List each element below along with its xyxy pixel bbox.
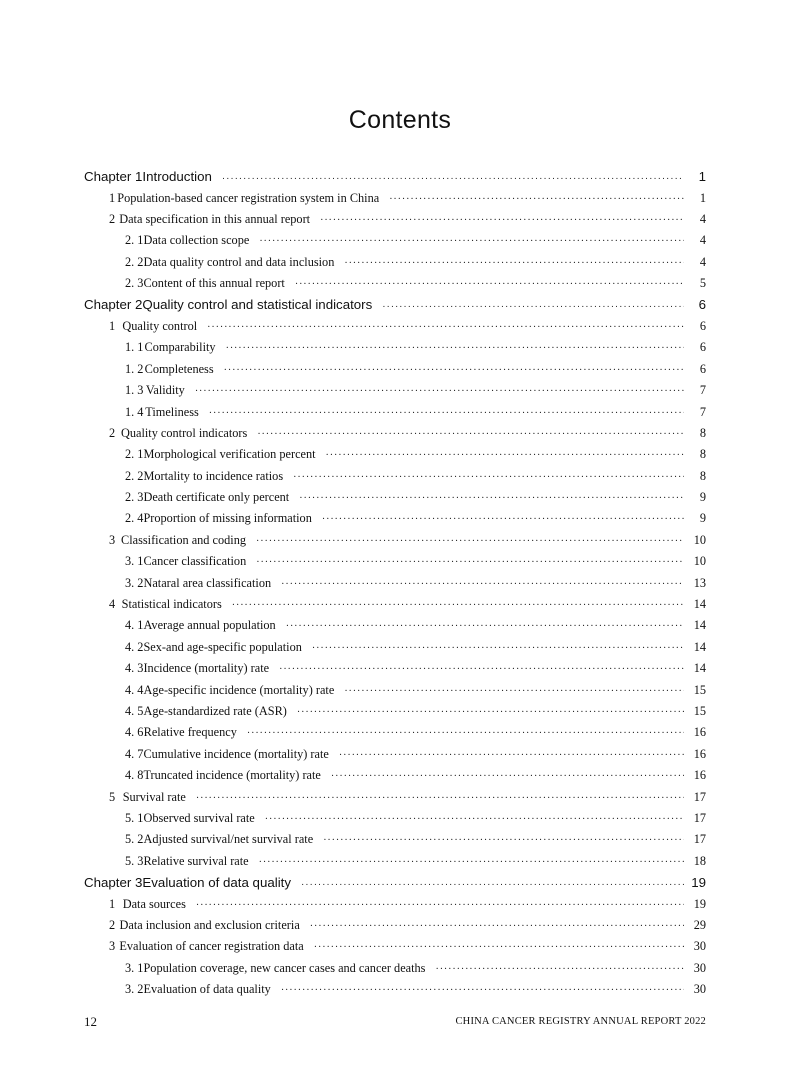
toc-entry-page: 14 <box>693 597 706 612</box>
toc-entry-title: Data collection scope <box>143 233 250 248</box>
toc-entry-page: 19 <box>691 875 706 891</box>
toc-subsection-entry[interactable] <box>84 402 706 423</box>
toc-entry-title: Timeliness <box>145 404 199 419</box>
toc-subsection-entry[interactable] <box>84 380 706 401</box>
toc-entry-page: 19 <box>693 896 706 911</box>
toc-entry-page: 4 <box>699 254 706 269</box>
toc-entry-title: Data inclusion and exclusion criteria <box>119 918 300 932</box>
dot-leader <box>286 616 684 637</box>
dot-leader <box>331 766 684 787</box>
toc-entry-title: Nataral area classification <box>143 575 272 590</box>
toc-subsection-entry[interactable] <box>84 230 706 251</box>
toc-entry-page: 17 <box>693 810 706 825</box>
toc-entry-number: 2. 1 <box>125 233 144 248</box>
toc-entry-title: Sex-and age-specific population <box>143 639 302 654</box>
toc-entry-page: 10 <box>693 532 706 547</box>
toc-entry-title: Population coverage, new cancer cases and cancer deaths <box>143 960 426 975</box>
toc-subsection-entry[interactable] <box>84 551 706 572</box>
toc-entry-number: 5. 2 <box>125 832 144 847</box>
toc-chapter-entry[interactable] <box>84 294 706 316</box>
toc-entry-number: 4. 8 <box>125 768 144 783</box>
dot-leader <box>247 723 684 744</box>
toc-entry-number: 3. 1 <box>125 554 144 569</box>
toc-subsection-entry[interactable] <box>84 680 706 701</box>
toc-entry-page: 13 <box>693 575 706 590</box>
toc-entry-number: 2 <box>109 918 116 932</box>
toc-section-entry[interactable] <box>84 530 706 551</box>
toc-entry-title: Quality control indicators <box>120 425 248 440</box>
dot-leader <box>344 681 684 702</box>
toc-entry-number: 2 <box>109 211 116 226</box>
toc-section-entry[interactable] <box>84 915 706 936</box>
toc-subsection-entry[interactable] <box>84 573 706 594</box>
toc-subsection-entry[interactable] <box>84 765 706 786</box>
dot-leader <box>323 830 684 851</box>
toc-entry-number: 4. 2 <box>125 639 144 654</box>
toc-entry-number: 1. 2 <box>125 361 144 376</box>
dot-leader <box>297 702 684 723</box>
toc-entry-page: 17 <box>693 832 706 847</box>
dot-leader <box>322 509 684 530</box>
toc-entry-title: Statistical indicators <box>121 597 222 612</box>
toc-section-entry[interactable] <box>84 188 706 209</box>
dot-leader <box>256 552 684 573</box>
toc-entry-number: 1 <box>109 318 116 333</box>
toc-chapter-entry[interactable] <box>84 872 706 894</box>
toc-entry-title: Quality control <box>122 318 198 333</box>
dot-leader <box>326 445 684 466</box>
toc-entry-number: 4. 6 <box>125 725 144 740</box>
toc-entry-title: Evaluation of cancer registration data <box>119 939 304 954</box>
dot-leader <box>224 360 684 381</box>
toc-subsection-entry[interactable] <box>84 359 706 380</box>
toc-entry-title: Death certificate only percent <box>143 490 290 505</box>
toc-entry-number: 5 <box>109 789 116 804</box>
toc-entry-number: 4. 7 <box>125 746 144 761</box>
toc-entry-title: Cumulative incidence (mortality) rate <box>143 746 329 761</box>
toc-entry-page: 16 <box>693 746 706 761</box>
toc-subsection-entry[interactable] <box>84 722 706 743</box>
toc-entry-number: 2. 1 <box>125 447 144 462</box>
dot-leader <box>295 274 684 295</box>
toc-section-entry[interactable] <box>84 936 706 957</box>
dot-leader <box>299 488 684 509</box>
toc-chapter-entry[interactable] <box>84 166 706 188</box>
toc-entry-number: 2 <box>109 425 116 440</box>
dot-leader <box>435 959 684 980</box>
toc-entry-number: 1 <box>109 190 116 205</box>
toc-section-entry[interactable] <box>84 209 706 230</box>
toc-entry-title: Introduction <box>142 169 212 184</box>
toc-entry-page: 10 <box>693 554 706 569</box>
toc-entry-title: Content of this annual report <box>143 276 285 291</box>
toc-entry-number: 5. 3 <box>125 853 144 868</box>
toc-subsection-entry[interactable] <box>84 851 706 872</box>
toc-subsection-entry[interactable] <box>84 637 706 658</box>
toc-subsection-entry[interactable] <box>84 444 706 465</box>
dot-leader <box>281 574 684 595</box>
toc-subsection-entry[interactable] <box>84 252 706 273</box>
toc-subsection-entry[interactable] <box>84 466 706 487</box>
toc-entry-page: 18 <box>693 853 706 868</box>
toc-subsection-entry[interactable] <box>84 744 706 765</box>
toc-entry-number: 5. 1 <box>125 810 144 825</box>
toc-subsection-entry[interactable] <box>84 829 706 850</box>
toc-entry-number: 1. 3 <box>125 383 144 398</box>
toc-entry-page: 1 <box>698 169 706 184</box>
toc-entry-page: 7 <box>699 404 706 419</box>
toc-entry-page: 4 <box>699 233 706 248</box>
toc-entry-page: 14 <box>693 661 706 676</box>
toc-entry-page: 6 <box>698 297 706 313</box>
toc-subsection-entry[interactable] <box>84 273 706 294</box>
toc-entry-title: Data specification in this annual report <box>119 211 311 226</box>
toc-subsection-entry[interactable] <box>84 958 706 979</box>
toc-entry-page: 6 <box>699 318 706 333</box>
toc-entry-page: 14 <box>693 639 706 654</box>
toc-entry-number: 4. 4 <box>125 682 144 697</box>
dot-leader <box>196 895 684 916</box>
toc-entry-number: 2. 3 <box>125 490 144 505</box>
toc-entry-page: 7 <box>699 383 706 398</box>
dot-leader <box>293 467 684 488</box>
toc-entry-number: 3. 2 <box>125 575 144 590</box>
toc-entry-title: Comparability <box>144 340 216 355</box>
dot-leader <box>265 809 684 830</box>
dot-leader <box>312 638 684 659</box>
toc-section-entry[interactable] <box>84 894 706 915</box>
table-of-contents <box>84 166 706 1001</box>
toc-entry-title: Observed survival rate <box>143 810 255 825</box>
toc-entry-title: Cancer classification <box>143 554 247 569</box>
dot-leader <box>281 980 684 1001</box>
toc-entry-number: 4. 3 <box>125 661 144 676</box>
toc-entry-page: 17 <box>693 789 706 804</box>
toc-entry-page: 30 <box>693 960 706 975</box>
toc-entry-title: Relative frequency <box>143 725 237 740</box>
toc-entry-page: 30 <box>693 982 706 997</box>
toc-entry-page: 1 <box>699 190 706 205</box>
toc-entry-number: 1. 4 <box>125 404 144 419</box>
toc-entry-number: 4. 1 <box>125 618 144 633</box>
toc-entry-page: 6 <box>699 361 706 376</box>
toc-entry-page: 8 <box>699 447 706 462</box>
toc-section-entry[interactable] <box>84 594 706 615</box>
toc-subsection-entry[interactable] <box>84 808 706 829</box>
toc-subsection-entry[interactable] <box>84 658 706 679</box>
toc-subsection-entry[interactable] <box>84 508 706 529</box>
toc-entry-page: 15 <box>693 703 706 718</box>
dot-leader <box>195 381 684 402</box>
toc-entry-title: Classification and coding <box>121 532 246 547</box>
toc-entry-title: Data quality control and data inclusion <box>143 254 335 269</box>
dot-leader <box>209 403 684 424</box>
toc-section-entry[interactable] <box>84 316 706 337</box>
toc-section-entry[interactable] <box>84 787 706 808</box>
toc-entry-number: 2. 3 <box>125 276 144 291</box>
toc-entry-number: 3 <box>109 532 116 547</box>
toc-subsection-entry[interactable] <box>84 615 706 636</box>
toc-entry-number: 2. 2 <box>125 468 144 483</box>
toc-entry-title: Truncated incidence (mortality) rate <box>143 768 321 783</box>
toc-subsection-entry[interactable] <box>84 701 706 722</box>
toc-entry-title: Completeness <box>144 361 214 376</box>
dot-leader <box>339 745 684 766</box>
dot-leader <box>344 253 684 274</box>
toc-entry-title: Adjusted survival/net survival rate <box>143 832 314 847</box>
toc-entry-page: 9 <box>699 511 706 526</box>
running-title: CHINA CANCER REGISTRY ANNUAL REPORT 2022 <box>455 1016 706 1027</box>
toc-entry-title: Age-specific incidence (mortality) rate <box>143 682 335 697</box>
dot-leader <box>279 659 684 680</box>
toc-entry-title: Average annual population <box>143 618 276 633</box>
toc-entry-title: Quality control and statistical indicators <box>142 297 373 313</box>
toc-entry-title: Morphological verification percent <box>143 447 316 462</box>
dot-leader <box>259 231 684 252</box>
dot-leader <box>196 788 684 809</box>
dot-leader <box>259 852 684 873</box>
toc-entry-page: 9 <box>699 490 706 505</box>
toc-section-entry[interactable] <box>84 423 706 444</box>
toc-entry-page: 5 <box>699 276 706 291</box>
toc-subsection-entry[interactable] <box>84 487 706 508</box>
toc-entry-page: 6 <box>699 340 706 355</box>
dot-leader <box>382 296 684 317</box>
page-number: 12 <box>84 1014 97 1029</box>
dot-leader <box>320 210 684 231</box>
toc-entry-title: Population-based cancer registration system in China <box>117 190 380 205</box>
toc-entry-number: 4. 5 <box>125 703 144 718</box>
toc-entry-page: 8 <box>699 468 706 483</box>
dot-leader <box>310 916 684 937</box>
toc-entry-number: 4 <box>109 597 116 612</box>
dot-leader <box>257 424 684 445</box>
dot-leader <box>232 595 684 616</box>
dot-leader <box>226 338 684 359</box>
toc-entry-page: 15 <box>693 682 706 697</box>
toc-entry-title: Incidence (mortality) rate <box>143 661 270 676</box>
dot-leader <box>389 189 684 210</box>
toc-entry-title: Data sources <box>122 896 186 911</box>
dot-leader <box>314 937 684 958</box>
dot-leader <box>222 168 684 189</box>
toc-entry-number: 1 <box>109 896 116 911</box>
page-title: Contents <box>348 106 452 134</box>
toc-entry-number: 3. 2 <box>125 982 144 997</box>
toc-entry-number: 1. 1 <box>125 340 144 355</box>
toc-entry-page: 16 <box>693 725 706 740</box>
toc-entry-page: 14 <box>693 618 706 633</box>
toc-entry-number: 3 <box>109 939 116 954</box>
dot-leader <box>207 317 684 338</box>
toc-entry-page: 4 <box>699 211 706 226</box>
toc-entry-page: 29 <box>693 918 706 932</box>
toc-entry-title: Evaluation of data quality <box>143 982 271 997</box>
toc-entry-title: Evaluation of data quality <box>142 875 291 891</box>
toc-entry-title: Relative survival rate <box>143 853 249 868</box>
toc-entry-title: Survival rate <box>122 789 186 804</box>
toc-subsection-entry[interactable] <box>84 979 706 1000</box>
toc-entry-number: Chapter 3 <box>84 875 143 891</box>
toc-entry-number: 2. 2 <box>125 254 144 269</box>
toc-entry-title: Validity <box>145 383 185 398</box>
toc-entry-number: 2. 4 <box>125 511 144 526</box>
toc-entry-number: 3. 1 <box>125 960 144 975</box>
toc-entry-title: Age-standardized rate (ASR) <box>143 703 287 718</box>
dot-leader <box>301 874 684 895</box>
toc-entry-number: Chapter 1 <box>84 169 143 184</box>
toc-entry-page: 30 <box>693 939 706 954</box>
toc-entry-page: 16 <box>693 768 706 783</box>
toc-subsection-entry[interactable] <box>84 337 706 358</box>
dot-leader <box>256 531 684 552</box>
toc-entry-page: 8 <box>699 425 706 440</box>
toc-entry-title: Proportion of missing information <box>143 511 312 526</box>
toc-entry-number: Chapter 2 <box>84 297 143 313</box>
toc-entry-title: Mortality to incidence ratios <box>143 468 284 483</box>
